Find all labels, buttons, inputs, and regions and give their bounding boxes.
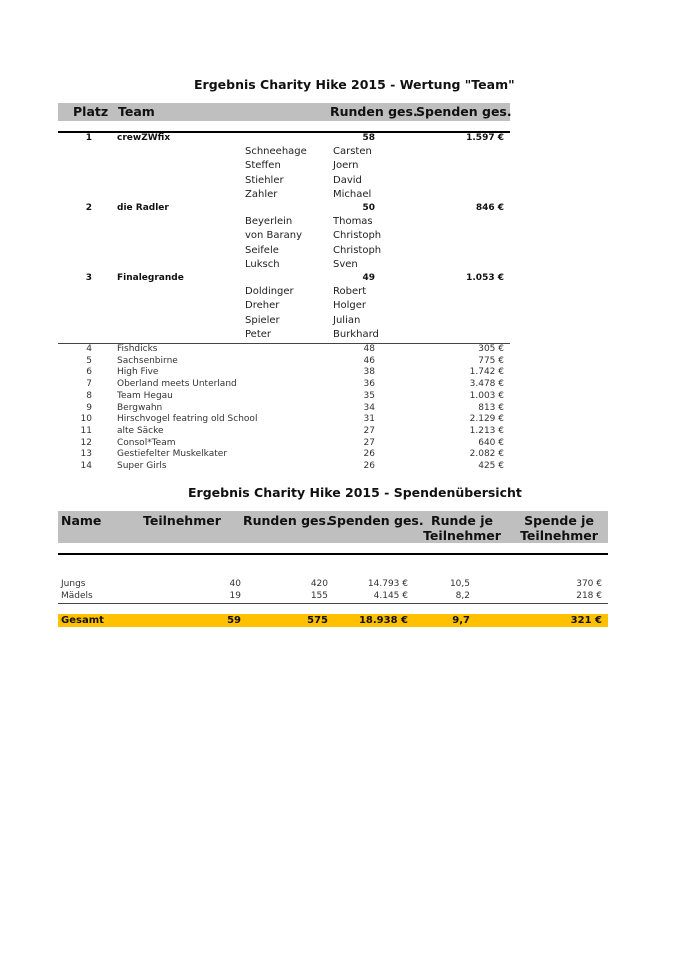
total-teilnehmer: 59 xyxy=(227,615,241,626)
total-name: Gesamt xyxy=(61,615,104,626)
team-row-name: Oberland meets Unterland xyxy=(117,379,237,390)
top-team-platz: 2 xyxy=(85,203,92,213)
total-runde-je: 9,7 xyxy=(452,615,470,626)
team-row-platz: 4 xyxy=(86,344,92,354)
member-firstname: Carsten xyxy=(333,146,372,157)
member-firstname: Sven xyxy=(333,258,358,270)
team-row-runden: 35 xyxy=(363,390,375,401)
team-row-runden: 27 xyxy=(363,437,375,448)
member-firstname: Christoph xyxy=(333,244,382,256)
team-row-platz: 5 xyxy=(86,355,92,366)
team-row-runden: 36 xyxy=(363,379,375,390)
team-row-spenden: 1.003 € xyxy=(469,390,504,401)
member-lastname: Spieler xyxy=(245,314,280,326)
team-row-runden: 27 xyxy=(363,425,375,436)
title-team-ranking: Ergebnis Charity Hike 2015 - Wertung "Team" xyxy=(194,77,515,92)
team-row-platz: 8 xyxy=(86,390,92,401)
header-platz: Platz xyxy=(73,104,109,119)
member-firstname: Christoph xyxy=(333,230,382,242)
member-lastname: Beyerlein xyxy=(245,216,293,227)
team-row-spenden: 305 € xyxy=(478,344,504,354)
member-firstname: David xyxy=(333,174,362,186)
header-spende-je-1: Spende je xyxy=(524,513,594,528)
member-lastname: Zahler xyxy=(245,188,278,200)
team-row-platz: 9 xyxy=(86,402,92,413)
summary-row-spende-je: 218 € xyxy=(576,591,602,601)
team-row-spenden: 2.129 € xyxy=(469,414,504,425)
top-team-spenden: 846 € xyxy=(475,203,504,213)
team-row-spenden: 425 € xyxy=(478,461,504,471)
summary-row-spenden: 4.145 € xyxy=(373,591,408,601)
total-spende-je: 321 € xyxy=(570,615,602,626)
summary-row-teilnehmer: 40 xyxy=(229,579,241,589)
summary-row-runden: 155 xyxy=(310,591,328,601)
member-lastname: Schneehage xyxy=(245,146,307,157)
table2-header xyxy=(58,511,608,543)
title-donation-overview: Ergebnis Charity Hike 2015 - Spendenübersicht xyxy=(188,485,522,500)
member-lastname: Dreher xyxy=(245,300,280,312)
member-firstname: Joern xyxy=(333,160,359,172)
top-team-spenden: 1.597 € xyxy=(466,133,504,143)
summary-row-spenden: 14.793 € xyxy=(367,579,408,589)
top-team-name: die Radler xyxy=(117,203,169,213)
header-runden: Runden ges. xyxy=(330,104,418,119)
summary-row-teilnehmer: 19 xyxy=(229,591,241,601)
team-row-name: alte Säcke xyxy=(117,425,164,436)
header-teilnehmer: Teilnehmer xyxy=(143,513,221,528)
header-spende-je-2: Teilnehmer xyxy=(520,528,598,543)
member-lastname: von Barany xyxy=(245,230,303,242)
header-runden-ges: Runden ges. xyxy=(243,513,331,528)
top-team-runden: 50 xyxy=(362,203,375,213)
team-row-runden: 34 xyxy=(363,402,375,413)
table2-header-rule xyxy=(58,553,608,555)
member-lastname: Steffen xyxy=(245,160,281,172)
total-runden: 575 xyxy=(307,615,328,626)
table2-total-row xyxy=(58,614,608,627)
team-row-spenden: 3.478 € xyxy=(469,379,504,390)
team-row-name: Fishdicks xyxy=(117,344,158,354)
member-firstname: Burkhard xyxy=(333,328,379,340)
member-firstname: Thomas xyxy=(333,216,373,227)
member-firstname: Michael xyxy=(333,188,372,200)
top-team-name: Finalegrande xyxy=(117,273,184,283)
team-row-platz: 14 xyxy=(80,461,92,471)
member-lastname: Doldinger xyxy=(245,286,294,297)
team-row-name: Super Girls xyxy=(117,461,167,471)
team-row-name: Sachsenbirne xyxy=(117,355,178,366)
top-team-platz: 1 xyxy=(85,133,92,143)
summary-row-name: Mädels xyxy=(61,591,93,601)
top-team-name: crewZWfix xyxy=(117,133,171,143)
team-row-runden: 26 xyxy=(363,461,375,471)
summary-row-spende-je: 370 € xyxy=(576,579,602,589)
header-team: Team xyxy=(118,104,155,119)
team-row-runden: 38 xyxy=(363,367,375,378)
team-row-platz: 10 xyxy=(80,414,92,425)
member-firstname: Holger xyxy=(333,300,367,312)
member-lastname: Stiehler xyxy=(245,174,284,186)
member-firstname: Robert xyxy=(333,286,367,297)
table2-rows-rule xyxy=(58,603,608,604)
team-row-runden: 26 xyxy=(363,449,375,460)
team-row-spenden: 2.082 € xyxy=(469,449,504,460)
summary-row-runde-je: 10,5 xyxy=(449,579,470,589)
member-lastname: Peter xyxy=(245,328,272,340)
team-row-name: Team Hegau xyxy=(117,390,173,401)
header-spenden-ges: Spenden ges. xyxy=(328,513,424,528)
top-team-platz: 3 xyxy=(85,273,92,283)
team-row-runden: 46 xyxy=(363,355,375,366)
summary-row-runden: 420 xyxy=(310,579,328,589)
member-lastname: Seifele xyxy=(245,244,279,256)
team-row-spenden: 1.213 € xyxy=(469,425,504,436)
team-row-name: Consol*Team xyxy=(117,437,176,448)
team-row-spenden: 813 € xyxy=(478,402,504,413)
top-team-runden: 58 xyxy=(362,133,375,143)
team-row-platz: 7 xyxy=(86,379,92,390)
team-row-spenden: 1.742 € xyxy=(469,367,504,378)
team-row-spenden: 775 € xyxy=(478,355,504,366)
member-lastname: Luksch xyxy=(245,258,280,270)
top-team-runden: 49 xyxy=(362,273,375,283)
header-runde-je-2: Teilnehmer xyxy=(423,528,501,543)
top-team-spenden: 1.053 € xyxy=(466,273,504,283)
team-row-name: Hirschvogel featring old School xyxy=(117,414,258,425)
team-row-name: High Five xyxy=(117,367,159,378)
member-firstname: Julian xyxy=(333,314,361,326)
team-row-spenden: 640 € xyxy=(478,437,504,448)
team-row-platz: 6 xyxy=(86,367,92,378)
team-row-platz: 12 xyxy=(80,437,92,448)
header-name: Name xyxy=(61,513,102,528)
table1-header xyxy=(58,103,510,121)
summary-row-name: Jungs xyxy=(61,579,86,589)
header-runde-je-1: Runde je xyxy=(431,513,493,528)
team-row-runden: 31 xyxy=(363,414,375,425)
team-row-runden: 48 xyxy=(363,344,375,354)
team-row-name: Bergwahn xyxy=(117,402,163,413)
summary-row-runde-je: 8,2 xyxy=(455,591,470,601)
team-row-platz: 13 xyxy=(80,449,92,460)
header-spenden: Spenden ges. xyxy=(416,104,512,119)
total-spenden: 18.938 € xyxy=(358,615,408,626)
team-row-platz: 11 xyxy=(80,425,92,436)
team-row-name: Gestiefelter Muskelkater xyxy=(117,449,228,460)
